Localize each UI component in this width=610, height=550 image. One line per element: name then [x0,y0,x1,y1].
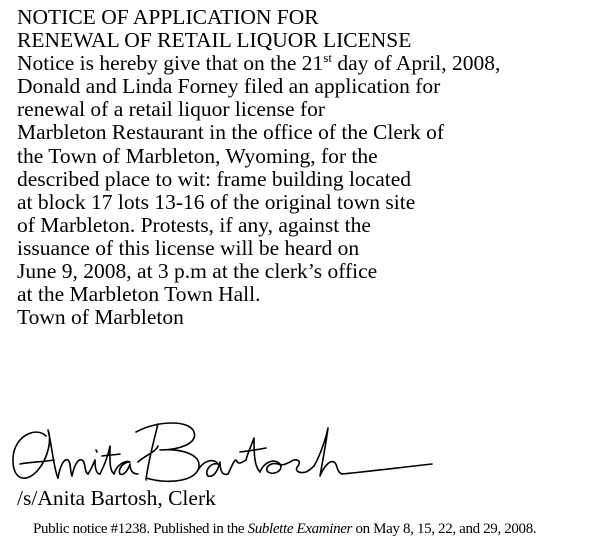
notice-date-text-end: day of April, 2008, [331,51,501,76]
notice-body-line-12: June 9, 2008, at 3 p.m at the clerk’s office [17,259,378,284]
notice-body-line-5: renewal of a retail liquor license for [17,97,326,122]
notice-body-line-10: of Marbleton. Protests, if any, against the [17,212,371,237]
notice-body-line-3 [17,52,607,75]
notice-date-text: Notice is hereby give that on the 21 [17,51,324,76]
notice-title-line-1: NOTICE OF APPLICATION FOR [17,5,319,29]
handwritten-signature [8,418,438,490]
notice-body-line-9: at block 17 lots 13-16 of the original town site [17,189,416,214]
notice-body-line-13: at the Marbleton Town Hall. [17,282,261,307]
publication-name: Sublette Examiner [247,521,353,537]
legal-notice [17,6,607,329]
footer-prefix: Public notice #1238. Published in the [33,521,248,537]
notice-body-line-4: Donald and Linda Forney filed an application for [17,74,441,99]
signer-line: /s/Anita Bartosh, Clerk [17,486,216,510]
footer-dates: on May 8, 15, 22, and 29, 2008. [352,521,537,537]
ordinal-suffix: st [323,50,332,66]
publication-footer [33,520,536,538]
notice-title-line-2: RENEWAL OF RETAIL LIQUOR LICENSE [17,28,412,53]
town-name: Town of Marbleton [17,305,184,330]
notice-body-line-8: described place to wit: frame building located [17,166,412,191]
notice-body-line-7: the Town of Marbleton, Wyoming, for the [17,143,378,168]
notice-body-line-6: Marbleton Restaurant in the office of the Clerk of [17,120,445,145]
notice-body-line-11: issuance of this license will be heard on [17,235,360,260]
